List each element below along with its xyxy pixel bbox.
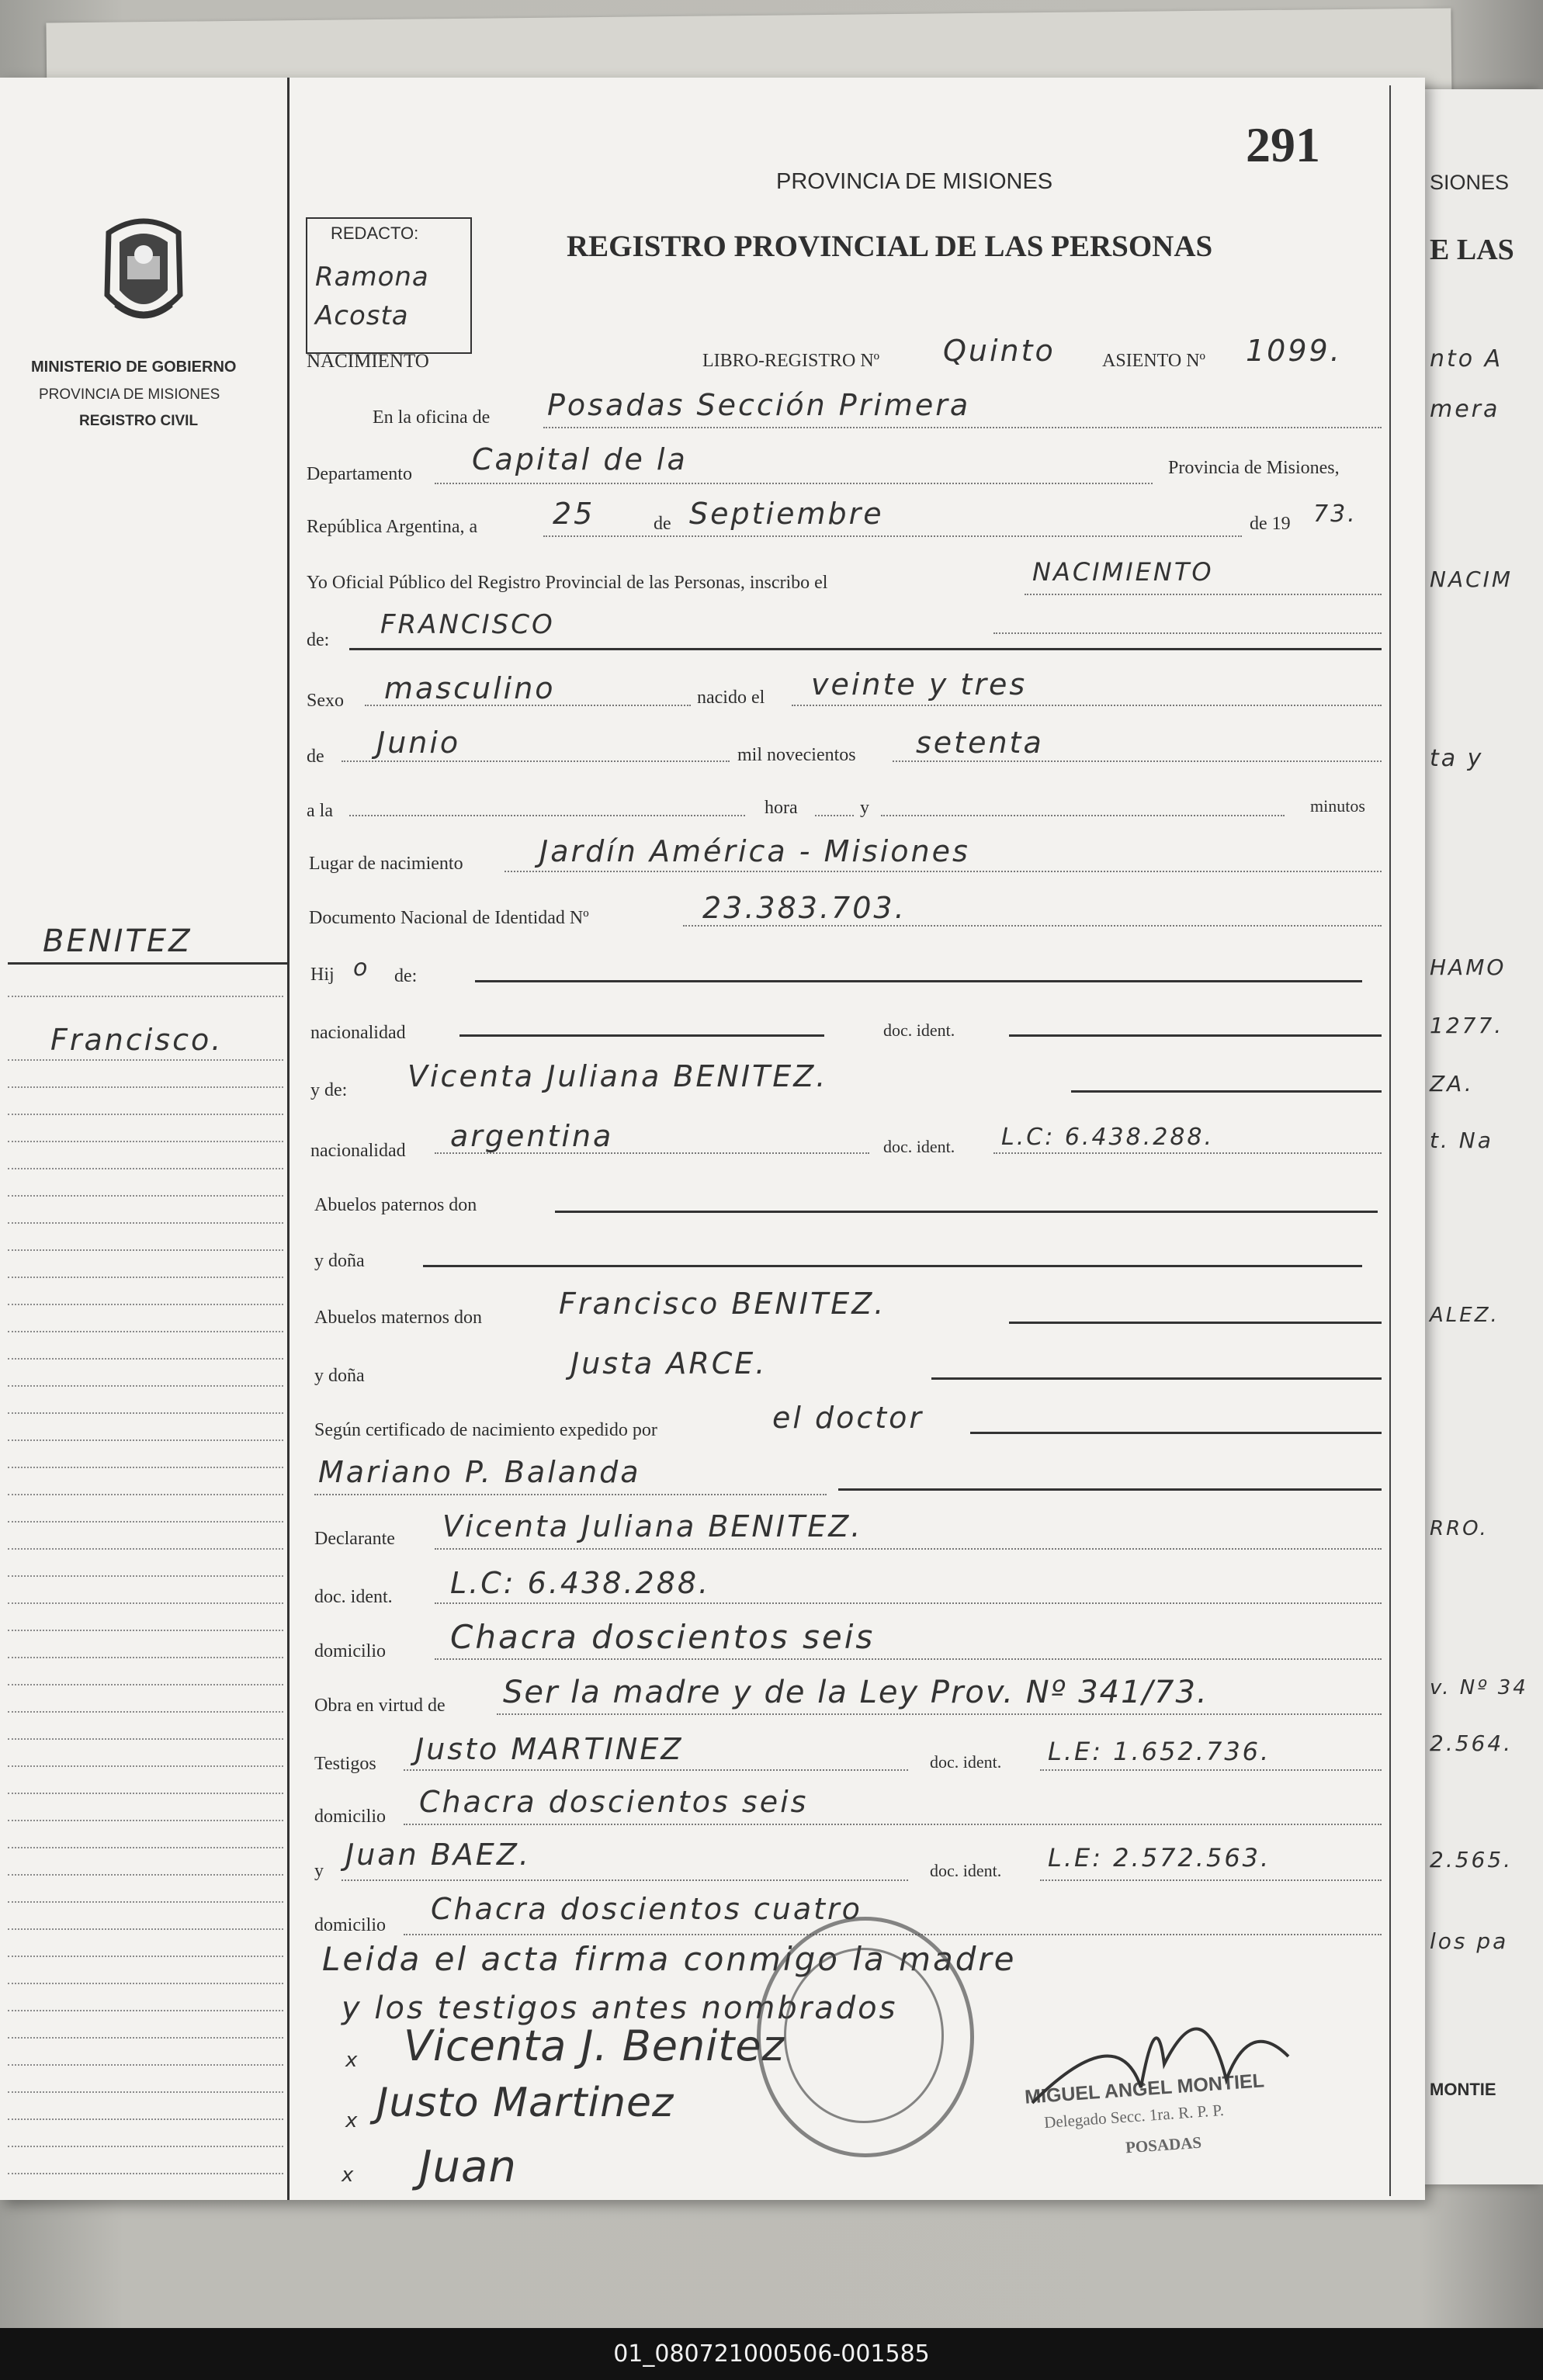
field-line <box>993 1152 1382 1154</box>
field-line <box>404 1824 1382 1825</box>
mes-value: Septiembre <box>689 497 884 531</box>
sidebar-line <box>8 1168 283 1169</box>
sidebar-line <box>8 1059 283 1061</box>
field-line <box>1071 1090 1382 1093</box>
sidebar-given-name: Francisco. <box>50 1023 224 1057</box>
departamento-value: Capital de la <box>472 442 688 476</box>
sidebar-line <box>8 1304 283 1305</box>
field-line <box>349 815 745 816</box>
field-line <box>435 1658 1382 1660</box>
y-dona-label-2: y doña <box>314 1366 365 1386</box>
madre-value: Vicenta Juliana BENITEZ. <box>407 1059 828 1093</box>
sidebar-line <box>8 1141 283 1142</box>
redacto-name-1: Ramona <box>315 262 429 293</box>
sidebar-line <box>8 2037 283 2039</box>
sidebar-line <box>8 1738 283 1740</box>
doc-ident-label-5: doc. ident. <box>930 1861 1002 1880</box>
doc-ident-label: doc. ident. <box>883 1020 955 1040</box>
field-line <box>505 871 1382 872</box>
abuela-materna-value: Justa ARCE. <box>570 1346 768 1381</box>
doctor-value: Mariano P. Balanda <box>318 1455 641 1489</box>
header-title: REGISTRO PROVINCIAL DE LAS PERSONAS <box>567 230 1213 263</box>
field-line <box>931 1377 1382 1380</box>
abuelos-paternos-label: Abuelos paternos don <box>314 1195 477 1215</box>
sidebar-line <box>8 1358 283 1360</box>
field-line <box>1040 1879 1382 1881</box>
field-line <box>435 1548 1382 1550</box>
sidebar-line <box>8 1956 283 1957</box>
ministry-label: MINISTERIO DE GOBIERNO <box>31 359 237 376</box>
sidebar-line <box>8 1467 283 1468</box>
testigo-1-value: Justo MARTINEZ <box>415 1732 684 1766</box>
field-line <box>543 535 1242 537</box>
oficial-text: Yo Oficial Público del Registro Provincial de las Personas, inscribo el <box>307 573 828 593</box>
sidebar-line <box>8 1439 283 1441</box>
province-label: PROVINCIA DE MISIONES <box>39 386 220 403</box>
de-label: de <box>654 514 671 534</box>
oficial-value: NACIMIENTO <box>1032 557 1214 587</box>
sidebar-line <box>8 1249 283 1251</box>
field-line <box>970 1432 1382 1434</box>
sidebar-line <box>8 1684 283 1685</box>
field-line <box>881 815 1285 816</box>
field-line <box>1009 1034 1382 1037</box>
field-line <box>475 980 1362 982</box>
nacionalidad-value: argentina <box>450 1119 614 1153</box>
sidebar-line <box>8 1331 283 1332</box>
next-page-frag: los pa <box>1430 1928 1509 1954</box>
signature-2: Justo Martinez <box>376 2080 674 2126</box>
officer-stamp-name: MIGUEL ANGEL MONTIEL <box>1024 2070 1265 2108</box>
sidebar-line <box>8 1548 283 1550</box>
sidebar-line <box>8 2173 283 2174</box>
field-line <box>1040 1769 1382 1771</box>
sidebar-line <box>8 1983 283 1984</box>
sidebar-line <box>8 1847 283 1848</box>
de-colon-label: de: <box>307 630 330 650</box>
field-line <box>555 1211 1378 1213</box>
doc-ident-value-3: L.C: 6.438.288. <box>450 1566 711 1600</box>
next-page-frag: HAMO <box>1430 954 1507 980</box>
y-de-label: y de: <box>310 1080 348 1100</box>
next-page-frag: ZA. <box>1430 1071 1474 1096</box>
field-line <box>893 760 1382 762</box>
sidebar-line <box>8 1657 283 1658</box>
sidebar-line <box>8 2064 283 2066</box>
provincia-suffix: Provincia de Misiones, <box>1168 458 1340 478</box>
field-line <box>993 632 1382 634</box>
sidebar-line <box>8 1793 283 1794</box>
de-label-2: de <box>307 747 324 767</box>
doc-ident-label-2: doc. ident. <box>883 1137 955 1156</box>
sidebar-line <box>8 1494 283 1495</box>
sidebar-line <box>8 1277 283 1278</box>
abuelo-materno-value: Francisco BENITEZ. <box>559 1287 886 1321</box>
sidebar-line <box>8 1086 283 1088</box>
field-line <box>1025 594 1382 595</box>
sidebar-line <box>8 1412 283 1414</box>
signature-mark-3: x <box>342 2163 356 2187</box>
image-caption: 01_080721000506-001585 <box>0 2328 1543 2380</box>
nacido-value: veinte y tres <box>811 667 1028 702</box>
nacido-label: nacido el <box>697 688 765 708</box>
civil-registry-label: REGISTRO CIVIL <box>79 413 199 429</box>
sexo-value: masculino <box>384 671 556 705</box>
lugar-value: Jardín América - Misiones <box>539 834 970 868</box>
page-number: 291 <box>1246 117 1320 172</box>
sidebar-line <box>8 1901 283 1903</box>
field-line <box>1009 1322 1382 1324</box>
declarante-label: Declarante <box>314 1529 395 1549</box>
anio-value: 73. <box>1313 501 1357 528</box>
field-line <box>314 1494 827 1495</box>
signature-mark-2: x <box>345 2109 360 2132</box>
sidebar-line <box>8 2010 283 2011</box>
next-page-frag: nto A <box>1430 345 1503 372</box>
a-la-label: a la <box>307 801 333 821</box>
redacto-name-2: Acosta <box>315 300 409 331</box>
officer-stamp-city: POSADAS <box>1125 2132 1202 2157</box>
header-province: PROVINCIA DE MISIONES <box>776 169 1053 194</box>
next-page-frag: mera <box>1430 396 1500 423</box>
next-page-frag: 1277. <box>1430 1013 1504 1038</box>
next-page-frag: RRO. <box>1430 1517 1489 1540</box>
field-line <box>543 427 1382 428</box>
nacionalidad-label-2: nacionalidad <box>310 1141 406 1161</box>
name-value: FRANCISCO <box>380 609 555 640</box>
sidebar-line <box>8 1874 283 1876</box>
sidebar-line <box>8 1602 283 1604</box>
sidebar-surname: BENITEZ <box>43 923 192 959</box>
abuelos-maternos-label: Abuelos maternos don <box>314 1308 482 1328</box>
sidebar-line <box>8 2091 283 2093</box>
domicilio-label-2: domicilio <box>314 1807 386 1827</box>
hijo-suffix: de: <box>394 966 418 986</box>
certificado-label: Según certificado de nacimiento expedido por <box>314 1420 657 1440</box>
page-edge-line <box>1389 85 1391 2196</box>
obra-value: Ser la madre y de la Ley Prov. Nº 341/73. <box>503 1675 1208 1710</box>
field-line <box>404 1769 908 1771</box>
next-page-frag: ta y <box>1430 745 1484 772</box>
officer-signature-icon <box>1025 1971 1304 2126</box>
sidebar-rule <box>8 962 287 965</box>
sidebar-line <box>8 1630 283 1631</box>
closing-line-2: y los testigos antes nombrados <box>342 1990 898 2026</box>
lugar-label: Lugar de nacimiento <box>309 854 463 874</box>
hora-label: hora <box>765 798 798 818</box>
obra-label: Obra en virtud de <box>314 1696 446 1716</box>
sidebar-line <box>8 1521 283 1523</box>
sidebar-line <box>8 1195 283 1197</box>
dni-value: 23.383.703. <box>702 891 907 925</box>
sidebar-line <box>8 2118 283 2120</box>
margin-divider <box>287 78 290 2200</box>
dia-value: 25 <box>553 497 595 531</box>
next-page-frag: v. Nº 34 <box>1430 1676 1528 1699</box>
next-page-edge <box>1420 89 1543 2184</box>
anio-prefix: de 19 <box>1250 514 1291 534</box>
field-line <box>683 925 1382 927</box>
domicilio-value: Chacra doscientos seis <box>450 1618 876 1656</box>
departamento-label: Departamento <box>307 464 412 484</box>
mil-value: setenta <box>916 726 1044 760</box>
testigos-label: Testigos <box>314 1754 376 1774</box>
field-line <box>815 815 854 816</box>
closing-line-1: Leida el acta firma conmigo la madre <box>322 1940 1017 1978</box>
sidebar-line <box>8 1765 283 1767</box>
sidebar-line <box>8 1222 283 1224</box>
doc-ident-value-5: L.E: 2.572.563. <box>1048 1843 1271 1872</box>
redacto-label: REDACTO: <box>331 223 419 243</box>
domicilio-value-3: Chacra doscientos cuatro <box>431 1892 862 1926</box>
doc-ident-value-4: L.E: 1.652.736. <box>1048 1737 1271 1766</box>
field-line <box>792 705 1382 706</box>
doc-ident-label-3: doc. ident. <box>314 1587 393 1607</box>
field-line <box>435 483 1153 484</box>
doc-ident-label-4: doc. ident. <box>930 1752 1002 1772</box>
nacimiento-label: NACIMIENTO <box>307 351 429 372</box>
field-line <box>349 648 1382 650</box>
registry-page <box>0 78 1425 2200</box>
signature-1: Vicenta J. Benitez <box>404 2021 785 2070</box>
domicilio-label-3: domicilio <box>314 1915 386 1935</box>
sidebar-line <box>8 996 283 997</box>
dni-label: Documento Nacional de Identidad Nº <box>309 908 589 928</box>
next-page-frag: MONTIE <box>1430 2080 1496 2099</box>
field-line <box>459 1034 824 1037</box>
hijo-value: o <box>353 954 370 982</box>
field-line <box>838 1488 1382 1491</box>
oficina-value: Posadas Sección Primera <box>547 388 971 422</box>
next-page-header-1: SIONES <box>1430 171 1510 194</box>
field-line <box>365 705 691 706</box>
nacionalidad-label: nacionalidad <box>310 1023 406 1043</box>
provincial-coat-of-arms-icon <box>93 210 194 338</box>
next-page-frag: 2.565. <box>1430 1847 1514 1872</box>
domicilio-value-2: Chacra doscientos seis <box>419 1785 809 1819</box>
signature-mark-1: x <box>345 2049 360 2072</box>
declarante-value: Vicenta Juliana BENITEZ. <box>442 1509 863 1543</box>
mil-label: mil novecientos <box>737 745 856 765</box>
doc-ident-value-2: L.C: 6.438.288. <box>1001 1124 1215 1151</box>
officer-stamp-role: Delegado Secc. 1ra. R. P. P. <box>1043 2100 1225 2132</box>
republica-label: República Argentina, a <box>307 517 478 537</box>
sidebar-line <box>8 1575 283 1577</box>
mes-nacimiento-value: Junio <box>376 726 461 760</box>
certificado-value: el doctor <box>772 1401 924 1435</box>
asiento-label: ASIENTO Nº <box>1102 351 1205 371</box>
sexo-label: Sexo <box>307 691 344 711</box>
field-line <box>342 1879 908 1881</box>
field-line <box>435 1152 869 1154</box>
oficina-label: En la oficina de <box>373 407 491 428</box>
sidebar-line <box>8 1820 283 1821</box>
field-line <box>435 1602 1382 1604</box>
libro-label: LIBRO-REGISTRO Nº <box>702 351 880 371</box>
next-page-frag: 2.564. <box>1430 1730 1514 1756</box>
sidebar-line <box>8 1928 283 1930</box>
field-line <box>497 1713 1382 1715</box>
libro-value: Quinto <box>943 334 1056 368</box>
registry-seal-inner-ring <box>784 1948 944 2123</box>
y-dona-label: y doña <box>314 1251 365 1271</box>
signature-3: Juan <box>419 2142 517 2192</box>
sidebar-line <box>8 1114 283 1115</box>
redacto-box <box>306 217 472 354</box>
sidebar-line <box>8 1711 283 1713</box>
domicilio-label: domicilio <box>314 1641 386 1661</box>
next-page-frag: t. Na <box>1430 1128 1493 1153</box>
hijo-label: Hij <box>310 965 335 985</box>
field-line <box>342 760 730 762</box>
next-page-frag: ALEZ. <box>1430 1304 1500 1327</box>
next-page-frag: NACIM <box>1430 566 1514 592</box>
sidebar-line <box>8 1385 283 1387</box>
testigo-2-value: Juan BAEZ. <box>345 1838 531 1872</box>
y-testigo-label: y <box>314 1861 324 1881</box>
next-page-header-2: E LAS <box>1430 234 1514 266</box>
asiento-value: 1099. <box>1246 334 1342 368</box>
field-line <box>423 1265 1362 1267</box>
sidebar-line <box>8 2146 283 2147</box>
y-label: y <box>860 798 869 818</box>
minutos-label: minutos <box>1310 796 1365 816</box>
